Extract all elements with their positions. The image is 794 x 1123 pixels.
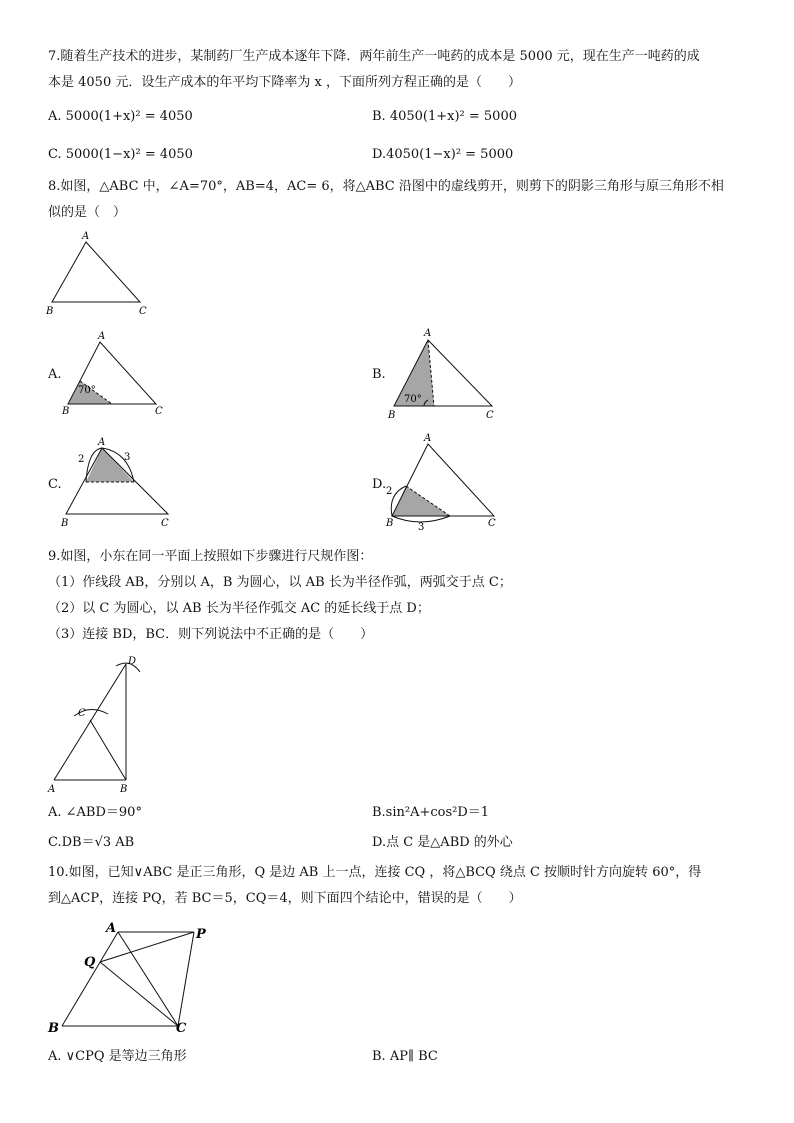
q9-option-b: B.sin²A+cos²D＝1 — [372, 805, 490, 820]
segment-ac — [118, 932, 178, 1026]
q9-option-a: A. ∠ABD＝90° — [48, 805, 142, 820]
q8-option-b-figure — [384, 324, 514, 420]
q7-option-c: C. 5000(1−x)² = 4050 — [48, 147, 193, 162]
q9-step2: （2）以 C 为圆心，以 AB 长为半径作弧交 AC 的延长线于点 D； — [48, 601, 430, 616]
q8-option-d-figure — [384, 428, 514, 532]
label-b: B — [388, 410, 396, 420]
segment-qc — [100, 962, 178, 1026]
label-a: A — [106, 921, 117, 936]
shaded-triangle — [392, 486, 450, 516]
label-a: A — [98, 331, 106, 342]
label-b: B — [120, 784, 128, 795]
label-three: 3 — [418, 522, 425, 532]
q7-option-d: D.4050(1−x)² = 5000 — [372, 147, 514, 162]
label-a: A — [98, 437, 106, 448]
label-a: A — [424, 328, 432, 339]
q7-option-b: B. 4050(1+x)² = 5000 — [372, 109, 517, 124]
label-a: A — [424, 433, 432, 444]
label-b: B — [62, 406, 70, 417]
q10-line1: 10.如图，已知∨ABC 是正三角形，Q 是边 AB 上一点，连接 CQ ，将△BCQ 绕点 C 按顺时针方向旋转 60°，得 — [48, 865, 702, 880]
q7-line2: 本是 4050 元．设生产成本的年平均下降率为 x ，下面所列方程正确的是（ ） — [48, 75, 521, 90]
label-a: A — [82, 231, 90, 242]
q8-option-b-label: B. — [372, 367, 386, 382]
q8-line1: 8.如图，△ABC 中，∠A=70°，AB=4，AC= 6，将△ABC 沿图中的虚线剪开，则剪下的阴影三角形与原三角形不相 — [48, 179, 724, 194]
q8-line2: 似的是（ ） — [48, 205, 127, 220]
q9-step1: （1）作线段 AB，分别以 A，B 为圆心，以 AB 长为半径作弧，两弧交于点 C； — [48, 575, 512, 590]
label-b: B — [386, 518, 394, 529]
segment-ba — [62, 932, 118, 1026]
segment-bc — [90, 720, 126, 780]
angle-label: 70° — [78, 385, 96, 396]
label-two: 2 — [386, 486, 393, 497]
q10-option-a: A. ∨CPQ 是等边三角形 — [48, 1049, 187, 1064]
q8-option-c-label: C. — [48, 477, 62, 492]
label-b: B — [46, 306, 54, 317]
q8-option-a-label: A. — [48, 367, 62, 382]
label-three: 3 — [124, 452, 131, 463]
q10-rotation-figure — [44, 918, 214, 1040]
label-c: C — [155, 406, 163, 417]
triangle-abc — [52, 242, 140, 302]
q9-option-c: C.DB＝√3 AB — [48, 835, 135, 850]
label-c: C — [486, 410, 494, 420]
q9-construction-figure — [40, 650, 160, 800]
q9-option-d: D.点 C 是△ABD 的外心 — [372, 835, 513, 850]
q7-option-a: A. 5000(1+x)² = 4050 — [48, 109, 193, 124]
label-a: A — [48, 784, 56, 795]
label-c: C — [488, 518, 496, 529]
q10-option-b: B. AP∥ BC — [372, 1049, 438, 1064]
label-c: C — [78, 708, 86, 719]
segment-pc — [178, 932, 194, 1026]
label-b: B — [48, 1021, 59, 1036]
label-c: C — [176, 1021, 187, 1036]
label-p: P — [196, 927, 206, 942]
q7-line1: 7.随着生产技术的进步，某制药厂生产成本逐年下降．两年前生产一吨药的成本是 5000 元，现在生产一吨药的成 — [48, 49, 700, 64]
q8-option-d-label: D. — [372, 477, 387, 492]
q8-main-triangle-figure — [40, 228, 170, 320]
q8-option-c-figure — [58, 430, 182, 530]
label-q: Q — [84, 955, 96, 970]
label-two: 2 — [78, 454, 85, 465]
label-c: C — [139, 306, 147, 317]
q8-option-a-figure — [58, 326, 178, 418]
label-c: C — [161, 518, 169, 529]
q10-line2: 到△ACP，连接 PQ，若 BC＝5，CQ＝4，则下面四个结论中，错误的是（ ） — [48, 891, 522, 906]
q9-line1: 9.如图，小东在同一平面上按照如下步骤进行尺规作图： — [48, 549, 373, 564]
q9-step3: （3）连接 BD，BC．则下列说法中不正确的是（ ） — [48, 627, 374, 642]
angle-label: 70° — [404, 394, 422, 405]
label-b: B — [61, 518, 69, 529]
label-d: D — [128, 656, 137, 667]
segment-qp — [100, 932, 194, 962]
